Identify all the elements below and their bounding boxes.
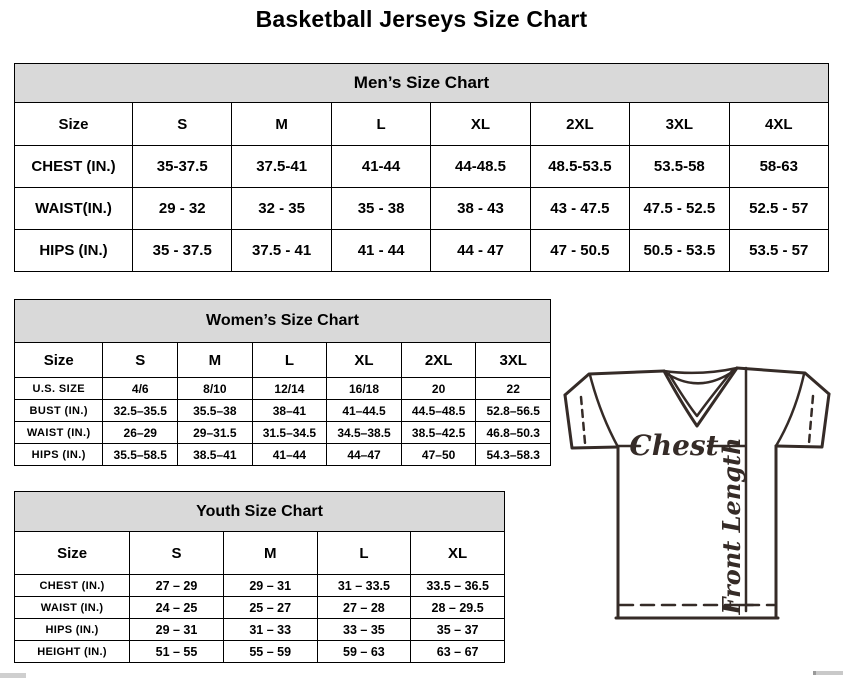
size-value-cell: 29 – 31 bbox=[223, 575, 317, 597]
row-label: WAIST(IN.) bbox=[15, 188, 133, 230]
row-label: HIPS (IN.) bbox=[15, 444, 103, 466]
size-value-cell: 37.5 - 41 bbox=[232, 230, 331, 272]
size-value-cell: 52.8–56.5 bbox=[476, 400, 551, 422]
size-value-cell: 47.5 - 52.5 bbox=[630, 188, 729, 230]
size-value-cell: 20 bbox=[401, 378, 476, 400]
size-value-cell: 58-63 bbox=[729, 146, 828, 188]
column-header: 2XL bbox=[401, 343, 476, 378]
column-header: XL bbox=[431, 103, 530, 146]
header-row bbox=[15, 103, 829, 146]
jersey-diagram bbox=[556, 352, 842, 636]
size-value-cell: 27 – 29 bbox=[130, 575, 224, 597]
size-value-cell: 27 – 28 bbox=[317, 597, 411, 619]
size-value-cell: 16/18 bbox=[327, 378, 402, 400]
size-value-cell: 53.5 - 57 bbox=[729, 230, 828, 272]
column-header: 4XL bbox=[729, 103, 828, 146]
size-value-cell: 32 - 35 bbox=[232, 188, 331, 230]
column-header: S bbox=[103, 343, 178, 378]
size-value-cell: 41 - 44 bbox=[331, 230, 430, 272]
row-label: HIPS (IN.) bbox=[15, 230, 133, 272]
row-label: WAIST (IN.) bbox=[15, 422, 103, 444]
header-row bbox=[15, 532, 505, 575]
size-value-cell: 35 - 38 bbox=[331, 188, 430, 230]
table-row bbox=[15, 230, 829, 272]
size-value-cell: 38–41 bbox=[252, 400, 327, 422]
size-value-cell: 55 – 59 bbox=[223, 641, 317, 663]
size-value-cell: 25 – 27 bbox=[223, 597, 317, 619]
row-label: U.S. SIZE bbox=[15, 378, 103, 400]
column-header: XL bbox=[411, 532, 505, 575]
column-header: M bbox=[223, 532, 317, 575]
size-value-cell: 35 - 37.5 bbox=[133, 230, 232, 272]
size-value-cell: 35.5–58.5 bbox=[103, 444, 178, 466]
table-row bbox=[15, 641, 505, 663]
mens-size-chart-table bbox=[14, 63, 829, 272]
size-value-cell: 35-37.5 bbox=[133, 146, 232, 188]
column-header: 3XL bbox=[476, 343, 551, 378]
table-row bbox=[15, 378, 551, 400]
row-label: HEIGHT (IN.) bbox=[15, 641, 130, 663]
table-row bbox=[15, 597, 505, 619]
size-value-cell: 38.5–41 bbox=[178, 444, 253, 466]
size-value-cell: 44–47 bbox=[327, 444, 402, 466]
column-header: 2XL bbox=[530, 103, 629, 146]
size-value-cell: 41–44 bbox=[252, 444, 327, 466]
header-row bbox=[15, 343, 551, 378]
size-value-cell: 8/10 bbox=[178, 378, 253, 400]
size-value-cell: 48.5-53.5 bbox=[530, 146, 629, 188]
column-header: M bbox=[232, 103, 331, 146]
column-header: S bbox=[130, 532, 224, 575]
womens-size-chart-table bbox=[14, 299, 551, 466]
row-label: HIPS (IN.) bbox=[15, 619, 130, 641]
size-value-cell: 63 – 67 bbox=[411, 641, 505, 663]
scrollbar-fragment-left[interactable] bbox=[0, 673, 26, 678]
table-row bbox=[15, 575, 505, 597]
row-label: BUST (IN.) bbox=[15, 400, 103, 422]
size-value-cell: 53.5-58 bbox=[630, 146, 729, 188]
size-value-cell: 38.5–42.5 bbox=[401, 422, 476, 444]
table-row bbox=[15, 444, 551, 466]
column-header: Size bbox=[15, 532, 130, 575]
table-title: Youth Size Chart bbox=[15, 492, 505, 532]
size-value-cell: 41–44.5 bbox=[327, 400, 402, 422]
column-header: L bbox=[252, 343, 327, 378]
size-value-cell: 33 – 35 bbox=[317, 619, 411, 641]
front-length-measure-label: Front Length bbox=[717, 437, 746, 615]
size-value-cell: 31.5–34.5 bbox=[252, 422, 327, 444]
size-value-cell: 31 – 33 bbox=[223, 619, 317, 641]
size-value-cell: 29 - 32 bbox=[133, 188, 232, 230]
column-header: L bbox=[331, 103, 430, 146]
size-value-cell: 47–50 bbox=[401, 444, 476, 466]
column-header: XL bbox=[327, 343, 402, 378]
table-title: Women’s Size Chart bbox=[15, 300, 551, 343]
size-value-cell: 41-44 bbox=[331, 146, 430, 188]
table-row bbox=[15, 619, 505, 641]
size-value-cell: 51 – 55 bbox=[130, 641, 224, 663]
table-row bbox=[15, 146, 829, 188]
size-value-cell: 38 - 43 bbox=[431, 188, 530, 230]
size-value-cell: 50.5 - 53.5 bbox=[630, 230, 729, 272]
youth-size-chart-table bbox=[14, 491, 505, 663]
column-header: L bbox=[317, 532, 411, 575]
size-value-cell: 59 – 63 bbox=[317, 641, 411, 663]
size-value-cell: 44 - 47 bbox=[431, 230, 530, 272]
size-value-cell: 24 – 25 bbox=[130, 597, 224, 619]
size-value-cell: 33.5 – 36.5 bbox=[411, 575, 505, 597]
size-value-cell: 47 - 50.5 bbox=[530, 230, 629, 272]
table-row bbox=[15, 400, 551, 422]
row-label: CHEST (IN.) bbox=[15, 575, 130, 597]
table-row bbox=[15, 422, 551, 444]
row-label: CHEST (IN.) bbox=[15, 146, 133, 188]
size-value-cell: 44-48.5 bbox=[431, 146, 530, 188]
size-value-cell: 43 - 47.5 bbox=[530, 188, 629, 230]
size-value-cell: 28 – 29.5 bbox=[411, 597, 505, 619]
column-header: 3XL bbox=[630, 103, 729, 146]
page-title: Basketball Jerseys Size Chart bbox=[255, 6, 588, 32]
scrollbar-fragment-right[interactable] bbox=[813, 671, 843, 675]
size-value-cell: 22 bbox=[476, 378, 551, 400]
size-value-cell: 46.8–50.3 bbox=[476, 422, 551, 444]
size-value-cell: 29–31.5 bbox=[178, 422, 253, 444]
column-header: M bbox=[178, 343, 253, 378]
table-row bbox=[15, 188, 829, 230]
size-value-cell: 44.5–48.5 bbox=[401, 400, 476, 422]
size-value-cell: 54.3–58.3 bbox=[476, 444, 551, 466]
size-value-cell: 34.5–38.5 bbox=[327, 422, 402, 444]
size-value-cell: 32.5–35.5 bbox=[103, 400, 178, 422]
size-value-cell: 29 – 31 bbox=[130, 619, 224, 641]
column-header: Size bbox=[15, 343, 103, 378]
table-title: Men’s Size Chart bbox=[15, 64, 829, 103]
size-value-cell: 4/6 bbox=[103, 378, 178, 400]
column-header: Size bbox=[15, 103, 133, 146]
chest-measure-label: Chest bbox=[629, 429, 719, 462]
size-value-cell: 37.5-41 bbox=[232, 146, 331, 188]
size-value-cell: 35 – 37 bbox=[411, 619, 505, 641]
row-label: WAIST (IN.) bbox=[15, 597, 130, 619]
column-header: S bbox=[133, 103, 232, 146]
size-value-cell: 26–29 bbox=[103, 422, 178, 444]
size-value-cell: 52.5 - 57 bbox=[729, 188, 828, 230]
size-value-cell: 35.5–38 bbox=[178, 400, 253, 422]
size-value-cell: 12/14 bbox=[252, 378, 327, 400]
size-value-cell: 31 – 33.5 bbox=[317, 575, 411, 597]
